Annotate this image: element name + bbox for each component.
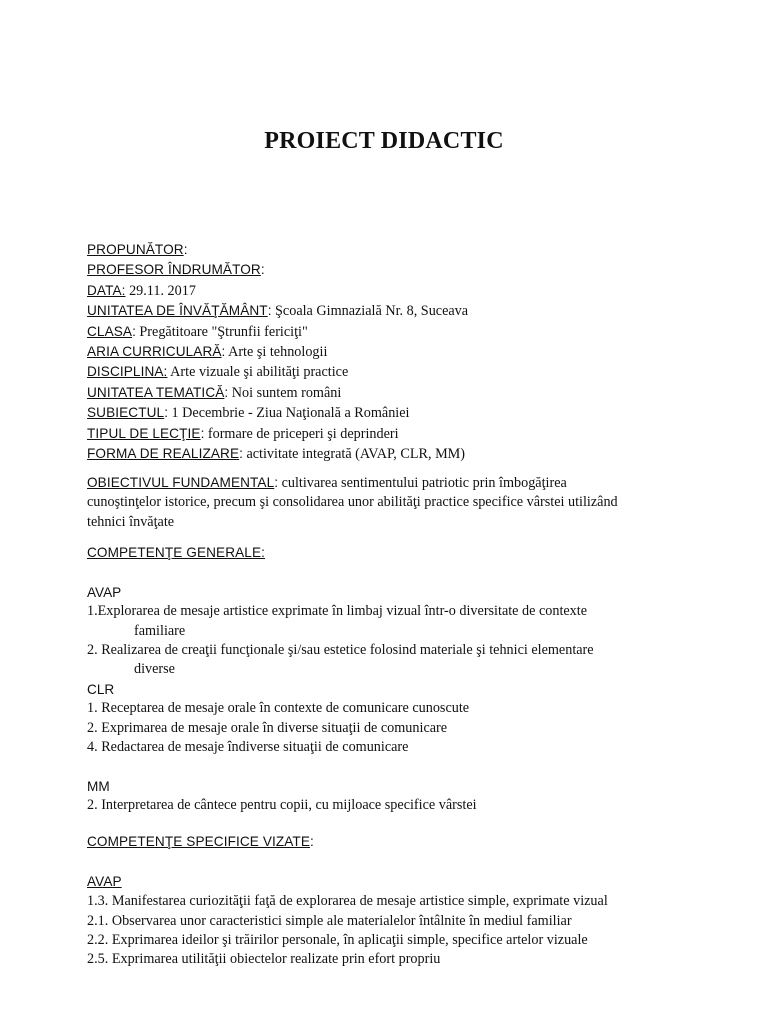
list-item: 1.3. Manifestarea curiozităţii faţă de explorarea de mesaje artistice simple, exprimate vizual (87, 893, 608, 910)
field-value: 29.11. 2017 (125, 282, 196, 299)
clr-label: CLR (87, 681, 115, 697)
list-item: 1.Explorarea de mesaje artistice exprimate în limbaj vizual într-o diversitate de contexte (87, 603, 588, 620)
list-item: 2.2. Exprimarea ideilor şi trăirilor personale, în aplicaţii simple, specifice artelor vizuale (87, 932, 588, 949)
avap-label: AVAP (87, 873, 122, 889)
list-item: 1. Receptarea de mesaje orale în contexte de comunicare cunoscute (87, 700, 470, 717)
field-value: Arte vizuale şi abilităţi practice (167, 364, 349, 381)
field-propunator: PROPUNĂTOR: (87, 242, 188, 257)
field-tipul-de-lectie: TIPUL DE LECŢIE: formare de priceperi şi deprinderi (87, 425, 399, 442)
document-title: PROIECT DIDACTIC (264, 128, 504, 154)
general-competences-section (87, 543, 687, 816)
objective-label: OBIECTIVUL FUNDAMENTAL (87, 475, 275, 490)
field-value: Şcoala Gimnazială Nr. 8, Suceava (271, 303, 469, 320)
field-label: CLASA (87, 323, 133, 339)
field-forma-de-realizare: FORMA DE REALIZARE: activitate integrată (AVAP, CLR, MM) (87, 446, 466, 463)
field-label: PROFESOR ÎNDRUMĂTOR (87, 262, 261, 278)
mm-label: MM (87, 778, 110, 794)
field-disciplina (87, 362, 687, 382)
specific-competences-section: COMPETENŢE SPECIFICE VIZATE: AVAP 1.3. Manifestarea curiozităţii faţă de explorarea de mesaje artistice simple, exprimate vizual 2.1. Observarea unor caracteristici simple ale materialelor întâlnite în mediul familiar 2.2. Exprimarea ideilor şi trăirilor personale, în aplicaţii simple, specifice artelor vizuale 2.5. Exprimarea utilităţii obiectelor realizate prin efort propriu (87, 832, 687, 970)
field-value: activitate integrată (AVAP, CLR, MM) (242, 446, 466, 463)
avap-label: AVAP (87, 584, 122, 600)
field-subiectul: SUBIECTUL: 1 Decembrie - Ziua Naţională a României (87, 405, 410, 422)
field-unitatea-tematica: UNITATEA TEMATICĂ: Noi suntem români (87, 384, 342, 401)
field-value: Noi suntem români (228, 384, 342, 401)
field-label: UNITATEA TEMATICĂ (87, 384, 225, 400)
specific-competences-heading: COMPETENŢE SPECIFICE VIZATE (87, 834, 310, 849)
list-item: 2.1. Observarea unor caracteristici simple ale materialelor întâlnite în mediul familiar (87, 912, 572, 929)
field-label: SUBIECTUL (87, 405, 165, 421)
list-item: 2. Realizarea de creaţii funcţionale şi/sau estetice folosind materiale şi tehnici elementare (87, 642, 594, 659)
objective-text: cultivarea sentimentului patriotic prin îmbogăţirea (278, 475, 567, 491)
field-label: UNITATEA DE ÎNVĂŢĂMÂNT (87, 303, 268, 319)
field-clasa: CLASA: Pregătitoare "Ştrunfii fericiţi" (87, 323, 308, 340)
list-item: 2. Interpretarea de cântece pentru copii, cu mijloace specifice vârstei (87, 797, 477, 814)
field-label: PROPUNĂTOR (87, 242, 184, 257)
list-item: 4. Redactarea de mesaje îndiverse situaţii de comunicare (87, 739, 409, 756)
general-competences-heading: COMPETENŢE GENERALE: (87, 545, 265, 560)
field-data (87, 281, 687, 301)
field-value: Pregătitoare "Ştrunfii fericiţi" (135, 323, 308, 340)
field-label: FORMA DE REALIZARE (87, 446, 240, 462)
field-label: DISCIPLINA: (87, 364, 168, 380)
list-item: 2. Exprimarea de mesaje orale în diverse situaţii de comunicare (87, 719, 448, 736)
field-value: formare de priceperi şi deprinderi (204, 425, 399, 442)
objective-section (87, 473, 687, 532)
field-aria-curriculara: ARIA CURRICULARĂ: Arte şi tehnologii (87, 344, 328, 361)
field-label: DATA: (87, 282, 126, 298)
objective-line: OBIECTIVUL FUNDAMENTAL: cultivarea sentimentului patriotic prin îmbogăţirea (87, 475, 567, 491)
field-value: 1 Decembrie - Ziua Naţională a României (167, 405, 410, 422)
objective-line: tehnici învăţate (87, 513, 175, 530)
list-item-continuation: diverse (134, 661, 175, 678)
objective-line: cunoştinţelor istorice, precum şi consolidarea unor abilităţi practice specifice vârstei utilizând (87, 494, 618, 511)
field-profesor-indrumator: PROFESOR ÎNDRUMĂTOR: (87, 262, 265, 278)
field-unitatea-de-invatamant: UNITATEA DE ÎNVĂŢĂMÂNT: Şcoala Gimnazială Nr. 8, Suceava (87, 303, 469, 320)
list-item-continuation: familiare (134, 622, 186, 639)
field-value: Arte şi tehnologii (225, 344, 328, 361)
field-label: TIPUL DE LECŢIE (87, 425, 201, 441)
list-item: 2.5. Exprimarea utilităţii obiectelor realizate prin efort propriu (87, 951, 441, 968)
field-label: ARIA CURRICULARĂ (87, 344, 222, 360)
header-fields (87, 240, 687, 464)
